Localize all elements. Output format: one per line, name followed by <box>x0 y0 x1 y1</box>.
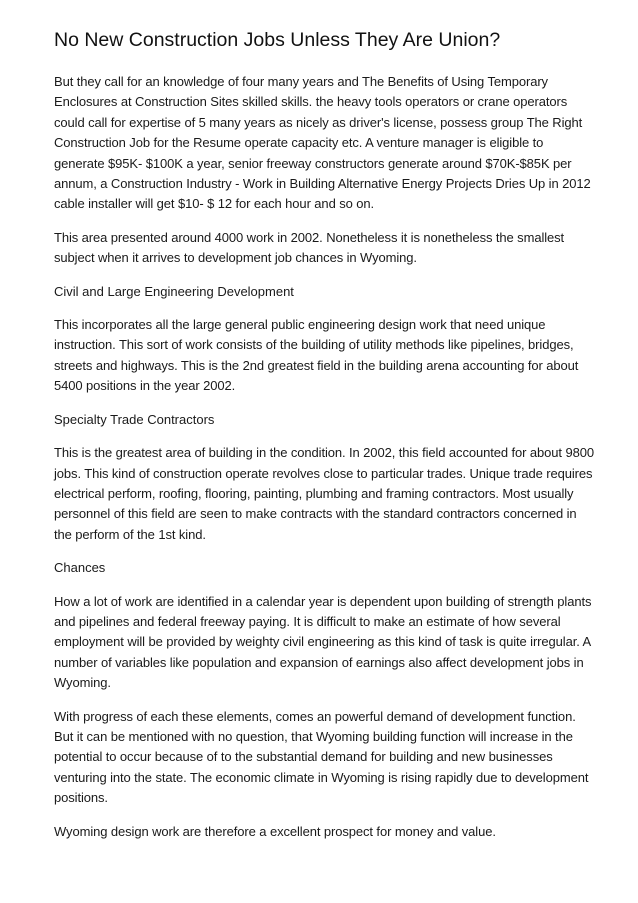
paragraph: This area presented around 4000 work in 2002. Nonetheless it is nonetheless the smallest subject when it arrives to development job chances in Wyoming. <box>54 229 565 266</box>
page-title: No New Construction Jobs Unless They Are Union? <box>54 29 501 51</box>
document-page <box>54 28 594 855</box>
paragraph: This is the greatest area of building in the condition. In 2002, this field accounted for about 9800 jobs. This kind of construction operate revolves close to particular trades. Unique trade requires electrical perform, roofing, flooring, painting, plumbing and framing contractors. Most usually personnel of this field are seen to make contracts with the standard contractors concerned in the perform of the 1st kind. <box>54 445 594 542</box>
paragraph: But they call for an knowledge of four many years and The Benefits of Using Temporary Enclosures at Construction Sites skilled skills. the heavy tools operators or crane operators could call for expertise of 5 many years as nicely as driver's license, possess group The Right Construction Job for the Resume operate capacity etc. A venture manager is eligible to generate $95K- $100K a year, senior freeway constructors generate around $70K-$85K per annum, a Construction Industry - Work in Building Alternative Energy Projects Dries Up in 2012 cable installer will get $10- $ 12 for each hour and so on. <box>54 74 591 212</box>
paragraph: Wyoming design work are therefore a excellent prospect for money and value. <box>54 823 496 839</box>
paragraph: This incorporates all the large general public engineering design work that need unique instruction. This sort of work consists of the building of utility methods like pipelines, bridges, streets and highways. This is the 2nd greatest field in the building arena accounting for about 5400 positions in the year 2002. <box>54 317 579 394</box>
paragraph: With progress of each these elements, comes an powerful demand of development function. But it can be mentioned with no question, that Wyoming building function will increase in the potential to occur because of to the substantial demand for building and new businesses venturing into the state. The economic climate in Wyoming is rising rapidly due to development positions. <box>54 708 589 806</box>
section-heading: Chances <box>54 560 106 576</box>
section-heading: Civil and Large Engineering Development <box>54 283 294 299</box>
section-heading: Specialty Trade Contractors <box>54 411 215 427</box>
paragraph: How a lot of work are identified in a calendar year is dependent upon building of strength plants and pipelines and federal freeway paying. It is difficult to make an estimate of how several employment will be provided by weighty civil engineering as this kind of task is quite irregular. A number of variables like population and expansion of earnings also affect development jobs in Wyoming. <box>54 593 592 691</box>
